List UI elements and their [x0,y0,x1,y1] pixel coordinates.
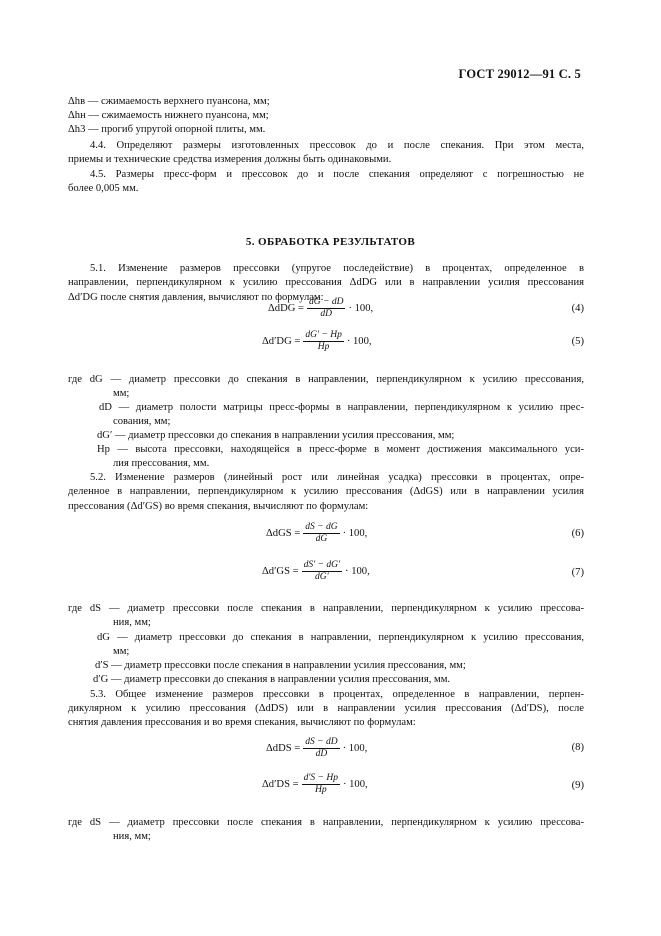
equation-tail: · 100, [342,528,368,539]
equation-number: (7) [571,567,584,578]
denominator: dG′ [314,572,329,582]
equation-4 [268,297,373,320]
equation-tail: · 100, [342,743,368,754]
numerator: dS − dD [305,737,338,747]
definition-cont: мм; [113,388,130,399]
equation-lhs: Δd′DG = [262,336,301,347]
text-line: Δh3 — прогиб упругой опорной плиты, мм. [68,124,266,135]
definition-dG: dG — диаметр прессовки до спекания в направлении, перпендикулярном к усилию прессования, [97,632,584,643]
equation-fraction [302,773,340,796]
denominator: dD [320,309,333,319]
equation-tail: · 100, [342,779,368,790]
paragraph-4-4: 4.4. Определяют размеры изготовленных прессовок до и после спекания. При этом места, [90,140,584,151]
definition-Hp: Hp — высота прессовки, находящейся в пресс-форме в момент достижения максимального уси- [97,444,584,455]
equation-lhs: ΔdDG = [268,303,305,314]
paragraph-5-3-cont: снятия давления прессования и во время спекания, вычисляют по формулам: [68,717,416,728]
equation-number: (9) [571,780,584,791]
equation-8 [266,737,367,760]
definition-dS-prime: d′S — диаметр прессовки после спекания в направлении усилия прессования, мм; [95,660,466,671]
equation-tail: · 100, [348,303,374,314]
equation-fraction [303,330,343,353]
paragraph-5-3: 5.3. Общее изменение размеров прессовки в процентах, определенное в направлении, перпен- [90,689,584,700]
paragraph-4-5: 4.5. Размеры пресс-форм и прессовок до и после спекания определяют с погрешностью не [90,169,584,180]
paragraph-5-2: 5.2. Изменение размеров (линейный рост или линейная усадка) прессовки в процентах, опре- [90,472,584,483]
paragraph-5-3-cont: дикулярном к усилию прессования (ΔdDS) или в направлении усилия прессования (Δd′DS), после [68,703,584,714]
equation-tail: · 100, [346,336,372,347]
section-title: 5. ОБРАБОТКА РЕЗУЛЬТАТОВ [245,236,416,248]
definition-dG: где dG — диаметр прессовки до спекания в направлении, перпендикулярном к усилию прессования, [68,374,584,385]
equation-9 [262,773,368,796]
definition-dD: dD — диаметр полости матрицы пресс-формы в направлении, перпендикулярном к усилию прес- [99,402,584,413]
definition-cont: ния, мм; [113,831,151,842]
definition-dS: где dS — диаметр прессовки после спекания в направлении, перпендикулярном к усилию прессова- [68,603,584,614]
equation-fraction [303,737,339,760]
denominator: dD [315,749,328,759]
equation-fraction [302,560,342,583]
equation-number: (5) [571,336,584,347]
equation-number: (4) [571,303,584,314]
equation-number: (8) [571,742,584,753]
definition-cont: сования, мм; [113,416,171,427]
definition-cont: лия прессования, мм. [113,458,210,469]
equation-7 [262,560,370,583]
paragraph-5-2-cont: прессования (Δd′GS) во время спекания, вычисляют по формулам: [68,501,369,512]
numerator: dS′ − dG′ [303,560,341,570]
equation-lhs: ΔdGS = [266,528,301,539]
definition-dS: где dS — диаметр прессовки после спекания в направлении, перпендикулярном к усилию прессова- [68,817,584,828]
equation-6 [266,522,367,545]
definition-dG-prime: d′G — диаметр прессовки до спекания в направлении усилия прессования, мм. [93,674,451,685]
equation-lhs: ΔdDS = [266,743,301,754]
equation-5 [262,330,372,353]
denominator: dG [315,534,328,544]
definition-cont: ния, мм; [113,617,151,628]
equation-lhs: Δd′GS = [262,566,299,577]
text-line: Δhв — сжимаемость верхнего пуансона, мм; [68,96,270,107]
numerator: dS − dG [305,522,338,532]
paragraph-4-5-cont: более 0,005 мм. [68,183,139,194]
numerator: dG′ − Hp [305,330,342,340]
paragraph-4-4-cont: приемы и технические средства измерения должны быть одинаковыми. [68,154,392,165]
numerator: dG − dD [309,297,344,307]
equation-number: (6) [571,528,584,539]
equation-fraction [303,522,339,545]
denominator: Hp [314,785,327,795]
equation-lhs: Δd′DS = [262,779,299,790]
equation-tail: · 100, [345,566,370,577]
paragraph-5-1-cont: направлении, перпендикулярном к усилию прессования ΔdDG или в направлении усилия прессования [68,277,584,288]
paragraph-5-2-cont: деленное в направлении, перпендикулярном к усилию прессования (ΔdGS) или в направлении усилия [68,486,584,497]
text-line: Δhн — сжимаемость нижнего пуансона, мм; [68,110,269,121]
paragraph-5-1: 5.1. Изменение размеров прессовки (упругое последействие) в процентах, определенное в [90,263,584,274]
paragraph-5-1-cont: Δd′DG после снятия давления, вычисляют по формулам: [68,292,324,303]
page-header: ГОСТ 29012—91 С. 5 [458,67,581,81]
equation-fraction [307,297,345,320]
numerator: d′S − Hp [303,773,338,783]
denominator: Hp [317,342,330,352]
definition-cont: мм; [113,646,130,657]
definition-dG-prime: dG′ — диаметр прессовки до спекания в направлении усилия прессования, мм; [97,430,455,441]
